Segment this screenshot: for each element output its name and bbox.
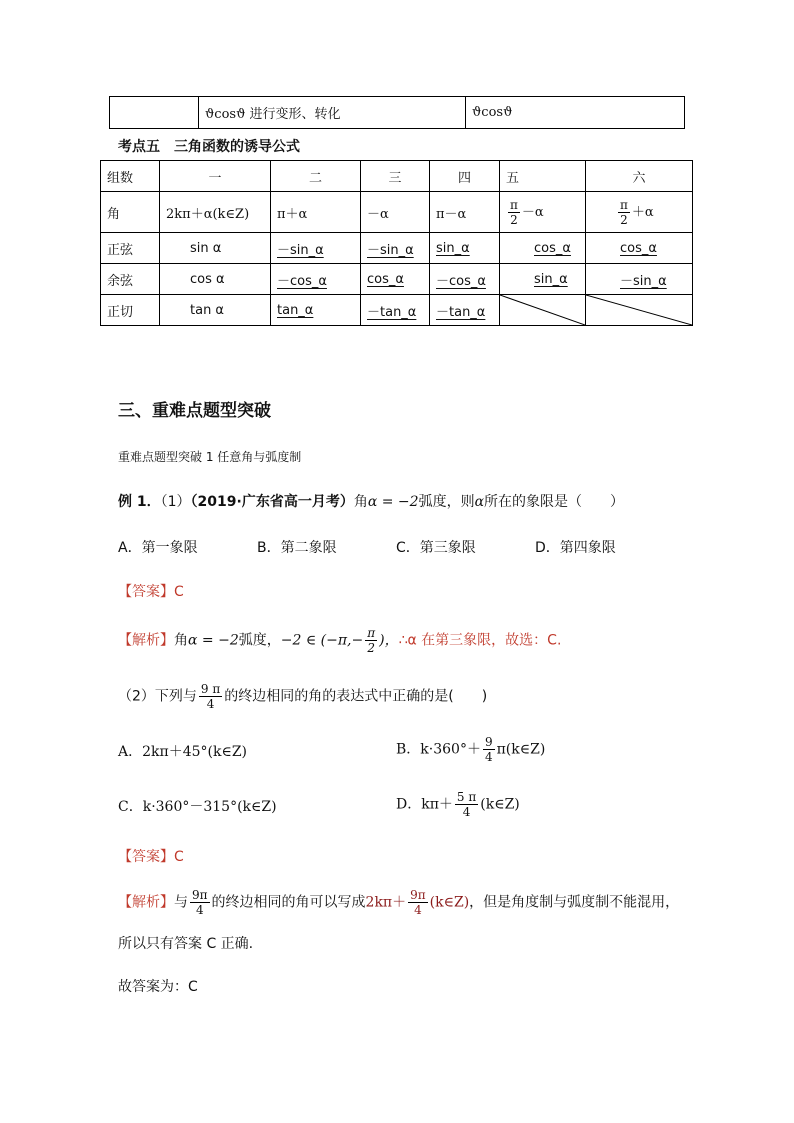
analysis-expr: (k∈Z) [429,894,470,911]
cell: －α [361,192,430,233]
option-text: π(k∈Z) [496,741,546,758]
fraction-denominator: 4 [195,903,204,917]
ex2-option-c: C．k·360°－315°(k∈Z) [118,799,277,815]
fraction-denominator: 4 [414,903,422,917]
ex1-question [118,491,624,511]
row-label: 正切 [101,295,160,326]
analysis-text: 弧度， [238,632,281,649]
header-cell: 六 [586,161,693,192]
analysis-label: 【解析】 [118,632,174,649]
analysis-interval-end: )， [379,632,399,649]
cell [500,192,586,233]
cell: π＋α [271,192,361,233]
top-table-cell: ϑcosϑ 进行变形、转化 [199,97,466,129]
fraction-denominator: 2 [510,212,518,227]
row-label: 余弦 [101,264,160,295]
fraction-denominator: 4 [484,750,493,764]
top-table [109,96,685,129]
ex2-option-b [396,735,545,764]
ex2-question [118,682,487,711]
topic1-heading: 重难点题型突破 1 任意角与弧度制 [118,450,302,464]
analysis-eq: α = −2 [188,632,239,649]
cell: －sin_α [271,233,361,264]
fraction-denominator: 4 [462,805,471,819]
ex2-text: （2）下列与 [118,688,197,705]
section3-heading: 三、重难点题型突破 [118,401,271,421]
header-cell: 四 [430,161,500,192]
header-cell: 三 [361,161,430,192]
cell: cos_α [500,233,586,264]
ex2-final: 故答案为：C [118,979,198,995]
fraction-numerator: 9 π [200,682,221,696]
cell: cos α [160,264,271,295]
analysis-text: ，但是角度制与弧度制不能混用， [469,894,680,911]
ex1-lead: 例 1． [118,494,161,510]
cell-suffix: －α [521,204,544,220]
row-label: 角 [101,192,160,233]
cell: π－α [430,192,500,233]
table-row [101,264,693,295]
ex1-option-c: C．第三象限 [396,540,476,556]
ex1-text: 角 [353,494,368,510]
ex1-source: （2019·广东省高一月考） [190,494,354,510]
analysis-text: 角 [174,632,188,649]
diagonal-cell [586,295,693,326]
cell: sin α [160,233,271,264]
table-row [101,192,693,233]
cell: －sin_α [361,233,430,264]
diagonal-line [586,295,692,325]
cell: －cos_α [430,264,500,295]
diagonal-line [500,295,585,325]
ex2-option-d [396,790,520,819]
fraction-numerator: π [510,197,518,212]
diagonal-cell [500,295,586,326]
cell: cos_α [361,264,430,295]
analysis-interval: −2 ∈ (−π,− [280,632,364,649]
ex2-answer: 【答案】C [118,849,184,865]
fraction-denominator: 4 [206,697,215,711]
cell [586,192,693,233]
fraction-numerator: 9 [484,735,493,749]
analysis-label: 【解析】 [118,894,174,911]
ex1-analysis [118,626,561,655]
section5-heading: 考点五 三角函数的诱导公式 [118,139,300,155]
ex1-answer: 【答案】C [118,584,184,600]
ex2-option-a: A．2kπ＋45°(k∈Z) [118,744,248,760]
cell: sin_α [430,233,500,264]
cell: －sin_α [586,264,693,295]
header-cell: 五 [500,161,586,192]
cell: －cos_α [271,264,361,295]
row-label: 正弦 [101,233,160,264]
ex1-eq: α = −2 [367,494,419,510]
fraction-numerator: 9π [410,888,426,902]
cell: cos_α [586,233,693,264]
table-row [101,295,693,326]
header-cell: 一 [160,161,271,192]
fraction-denominator: 2 [620,212,628,227]
cell: tan_α [271,295,361,326]
analysis-expr: 2kπ＋ [365,894,407,911]
analysis-text: 的终边相同的角可以写成 [211,894,366,911]
analysis-conclusion: ∴α 在第三象限，故选：C. [398,632,562,649]
cell: 2kπ＋α(k∈Z) [160,192,271,233]
cell: －tan_α [361,295,430,326]
ex1-option-a: A．第一象限 [118,540,198,556]
top-table-cell [110,97,199,129]
header-cell: 二 [271,161,361,192]
option-text: (k∈Z) [480,796,520,813]
header-cell: 组数 [101,161,160,192]
ex1-text: 弧度，则 [418,494,475,510]
cell: sin_α [500,264,586,295]
ex1-option-d: D．第四象限 [535,540,616,556]
ex1-alpha: α [474,494,485,510]
formula-table [100,160,693,326]
fraction-numerator: 9π [192,888,208,902]
fraction-denominator: 2 [367,641,375,655]
table-row [101,161,693,192]
cell-suffix: ＋α [631,204,654,220]
analysis-text: 与 [174,894,188,911]
ex2-text: 的终边相同的角的表达式中正确的是( ) [224,688,488,705]
ex1-text: 所在的象限是（ ） [484,494,625,510]
ex2-analysis-line2: 所以只有答案 C 正确. [118,936,254,952]
option-text: B．k·360°＋ [396,741,481,758]
ex2-analysis [118,888,679,917]
ex1-part: （1） [160,494,191,510]
fraction-numerator: 5 π [456,790,477,804]
fraction-numerator: π [367,626,376,640]
option-text: D．kπ＋ [396,796,453,813]
ex1-option-b: B．第二象限 [257,540,337,556]
top-table-cell: ϑcosϑ [466,97,685,129]
cell: tan α [160,295,271,326]
fraction-numerator: π [620,197,628,212]
table-row [101,233,693,264]
cell: －tan_α [430,295,500,326]
